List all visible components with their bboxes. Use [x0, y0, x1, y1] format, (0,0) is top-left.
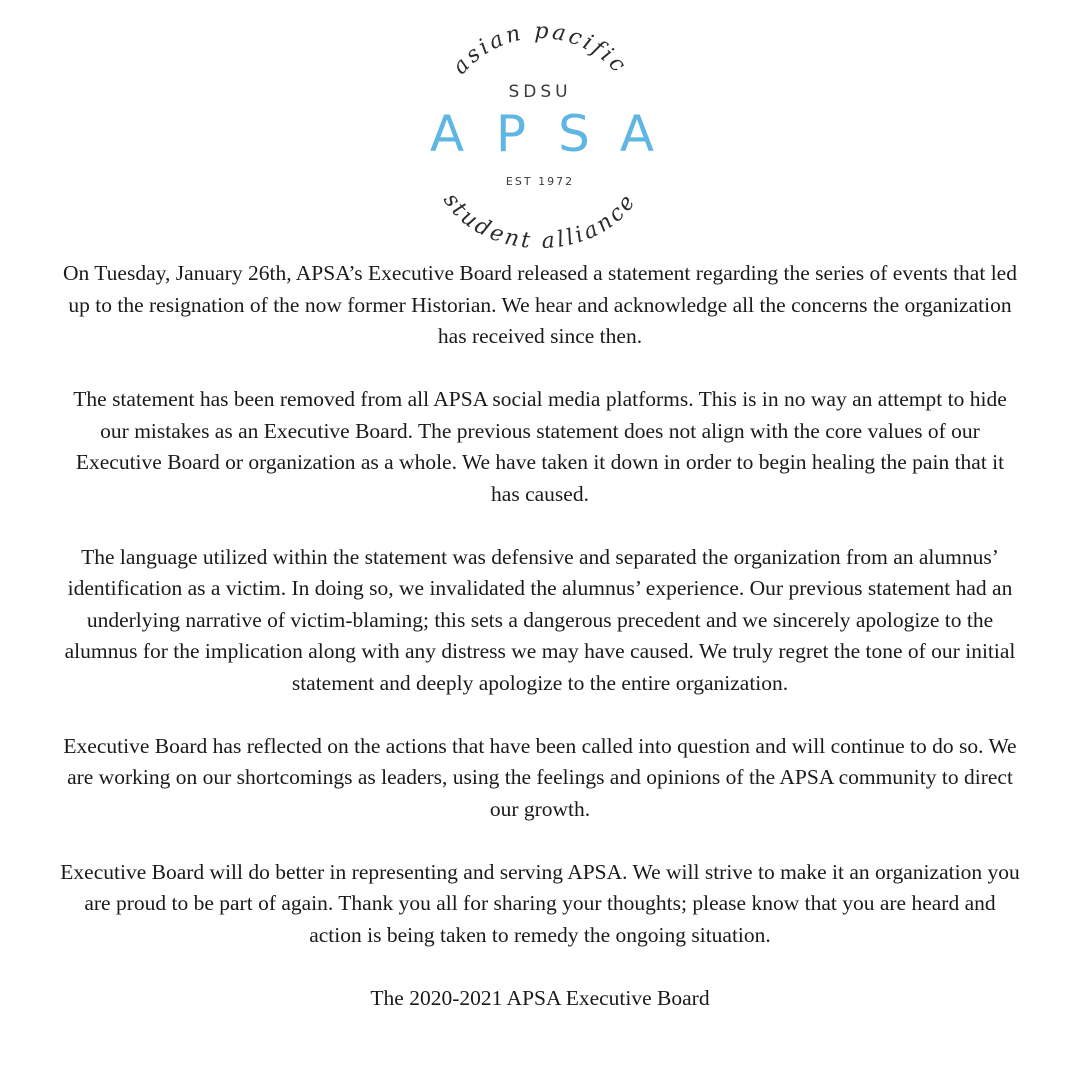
logo-arc-bottom-text	[438, 188, 642, 248]
logo-arc-bottom: student alliance	[438, 188, 642, 248]
logo-letter-a1: A	[429, 105, 465, 163]
statement-paragraph-1: On Tuesday, January 26th, APSA’s Executive Board released a statement regarding the series of events that led up to the resignation of the now former Historian. We hear and acknowledge all the concerns the organization has received since then.	[63, 261, 1017, 348]
logo-school: SDSU	[508, 82, 572, 102]
statement-paragraph-4: Executive Board has reflected on the actions that have been called into question and will continue to do so. We are working on our shortcomings as leaders, using the feelings and opinions of the APSA community to direct our growth.	[63, 733, 1017, 821]
statement-body	[60, 258, 1020, 1014]
statement-paragraph-5: Executive Board will do better in representing and serving APSA. We will strive to make it an organization you are proud to be part of again. Thank you all for sharing your thoughts; please know that you are heard and action is being taken to remedy the ongoing situation.	[60, 859, 1020, 947]
statement-signature: The 2020-2021 APSA Executive Board	[370, 985, 710, 1010]
logo-letter-s: S	[558, 105, 590, 163]
statement-paragraph-3: The language utilized within the statement was defensive and separated the organization from an alumnus’ identification as a victim. In doing so, we invalidated the alumnus’ experience. Our previous statement had an underlying narrative of victim-blaming; this sets a dangerous precedent and we sincerely apologize to the alumnus for the implication along with any distress we may have caused. We truly regret the tone of our initial statement and deeply apologize to the entire organization.	[64, 544, 1016, 695]
statement-paragraph-2: The statement has been removed from all APSA social media platforms. This is in no way an attempt to hide our mistakes as an Executive Board. The previous statement does not align with the core values of our Executive Board or organization as a whole. We have taken it down in order to begin healing the pain that it has caused.	[73, 387, 1007, 506]
apsa-logo-graphic	[405, 18, 675, 248]
logo-arc-top-text	[448, 19, 632, 80]
logo-letter-a2: A	[619, 105, 655, 163]
apsa-logo	[405, 18, 675, 248]
logo-letter-p: P	[495, 105, 527, 163]
logo-arc-top: asian pacific	[447, 18, 633, 80]
logo-established: EST 1972	[505, 175, 575, 188]
